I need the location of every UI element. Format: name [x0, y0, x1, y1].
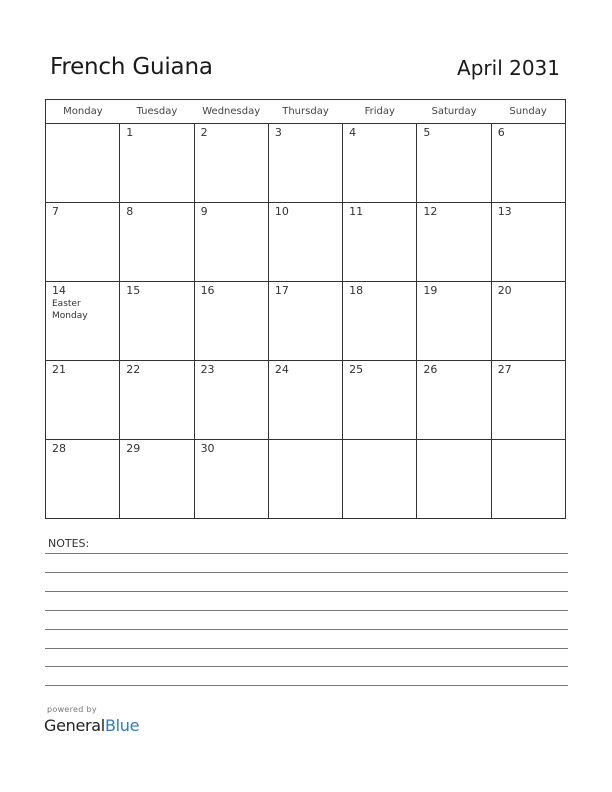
day-number: 16: [200, 284, 215, 297]
day-number: 18: [349, 284, 364, 297]
day-number: 13: [497, 205, 512, 218]
calendar-day-cell: [343, 361, 417, 440]
calendar-day-cell: [46, 282, 120, 361]
calendar-day-cell: [46, 203, 120, 282]
day-number: 11: [349, 205, 364, 218]
notes-line: [45, 685, 568, 686]
calendar-grid: [45, 99, 566, 519]
calendar-day-cell: [491, 203, 565, 282]
day-number: 25: [349, 363, 364, 376]
calendar-day-cell: [268, 282, 342, 361]
brand-part-general: General: [44, 716, 105, 735]
calendar-week-row: [46, 282, 566, 361]
day-number: 19: [423, 284, 438, 297]
calendar-day-cell: [194, 440, 268, 519]
day-number: 14: [52, 284, 66, 297]
notes-line: [45, 553, 568, 554]
weekday-header: Saturday: [417, 100, 491, 124]
calendar-day-cell: [491, 361, 565, 440]
calendar-day-cell: [194, 361, 268, 440]
holiday-label: Easter Monday: [52, 299, 88, 321]
day-number: 3: [274, 126, 282, 139]
calendar-day-cell: [194, 124, 268, 203]
calendar-day-cell: [194, 282, 268, 361]
day-number: 26: [423, 363, 438, 376]
calendar-day-cell: [120, 361, 194, 440]
day-number: 8: [126, 205, 134, 218]
calendar-day-cell: [268, 203, 342, 282]
calendar-day-cell: [268, 124, 342, 203]
weekday-header: Tuesday: [120, 100, 194, 124]
notes-line: [45, 648, 568, 649]
calendar-week-row: [46, 124, 566, 203]
day-number: 12: [423, 205, 438, 218]
calendar-day-cell: [343, 282, 417, 361]
day-number: 2: [200, 126, 208, 139]
day-number: 29: [126, 442, 141, 455]
calendar-week-row: [46, 440, 566, 519]
calendar-empty-cell: [417, 440, 491, 519]
calendar-empty-cell: [268, 440, 342, 519]
notes-line: [45, 610, 568, 611]
calendar-empty-cell: [343, 440, 417, 519]
calendar-day-cell: [417, 282, 491, 361]
calendar-empty-cell: [46, 124, 120, 203]
calendar-day-cell: [120, 203, 194, 282]
day-number: 21: [52, 363, 66, 376]
day-number: 23: [200, 363, 215, 376]
calendar-day-cell: [417, 203, 491, 282]
notes-line: [45, 629, 568, 630]
calendar-empty-cell: [491, 440, 565, 519]
day-number: 27: [497, 363, 512, 376]
day-number: 22: [126, 363, 141, 376]
calendar-day-cell: [268, 361, 342, 440]
calendar-week-row: [46, 361, 566, 440]
calendar-day-cell: [491, 282, 565, 361]
calendar-day-cell: [120, 124, 194, 203]
calendar-day-cell: [46, 440, 120, 519]
calendar-country-title: French Guiana: [50, 54, 213, 80]
weekday-header: Friday: [343, 100, 417, 124]
calendar-day-cell: [417, 361, 491, 440]
notes-line: [45, 666, 568, 667]
day-number: 28: [52, 442, 66, 455]
calendar-day-cell: [343, 124, 417, 203]
calendar-day-cell: [343, 203, 417, 282]
weekday-header: Wednesday: [194, 100, 268, 124]
weekday-header: Monday: [46, 100, 120, 124]
day-number: 30: [200, 442, 215, 455]
calendar-day-cell: [46, 361, 120, 440]
calendar-day-cell: [417, 124, 491, 203]
powered-by-text: powered by: [47, 705, 97, 714]
calendar-day-cell: [120, 440, 194, 519]
day-number: 17: [274, 284, 289, 297]
notes-line: [45, 572, 568, 573]
day-number: 15: [126, 284, 141, 297]
weekday-header: Thursday: [268, 100, 342, 124]
day-number: 1: [126, 126, 134, 139]
calendar-day-cell: [491, 124, 565, 203]
day-number: 9: [200, 205, 208, 218]
day-number: 4: [349, 126, 357, 139]
calendar-day-cell: [120, 282, 194, 361]
day-number: 7: [52, 205, 59, 218]
day-number: 6: [497, 126, 505, 139]
notes-line: [45, 591, 568, 592]
day-number: 20: [497, 284, 512, 297]
day-number: 10: [274, 205, 289, 218]
calendar-month-year: April 2031: [457, 56, 560, 80]
calendar-week-row: [46, 203, 566, 282]
calendar-day-cell: [194, 203, 268, 282]
brand-part-blue: Blue: [104, 716, 140, 735]
weekday-header-row: [46, 100, 566, 124]
weekday-header: Sunday: [491, 100, 565, 124]
day-number: 5: [423, 126, 431, 139]
notes-label: NOTES:: [48, 537, 90, 550]
generalblue-logo: [44, 716, 139, 735]
day-number: 24: [274, 363, 289, 376]
